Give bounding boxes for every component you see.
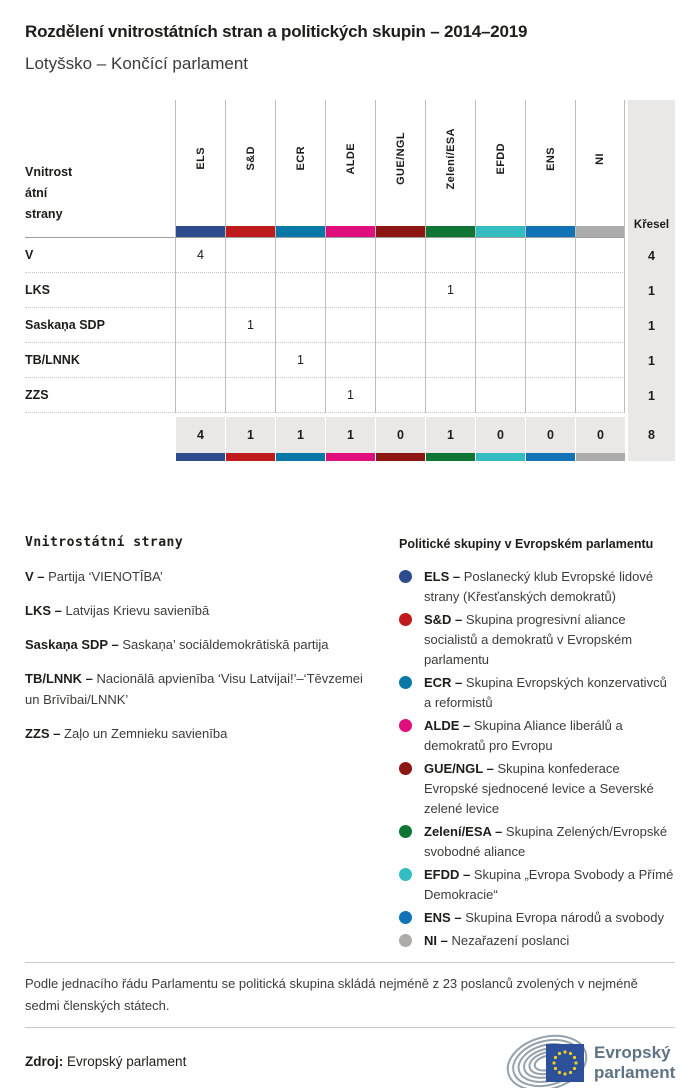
group-text xyxy=(424,908,664,928)
group-name: Skupina „Evropa Svobody a Přímé Demokracie“ xyxy=(424,867,674,902)
column-header-label: NI xyxy=(594,152,606,165)
legend-item-lks xyxy=(25,600,377,621)
cell xyxy=(375,308,425,343)
legend-item-saskana-sdp xyxy=(25,634,377,655)
group-text xyxy=(424,822,675,862)
cell xyxy=(325,273,375,308)
total-cell: 1 xyxy=(225,417,275,453)
group-color-bar xyxy=(275,453,325,461)
cell xyxy=(275,308,325,343)
eu-flag xyxy=(546,1044,584,1082)
cell: 4 xyxy=(175,238,225,273)
column-header-ens xyxy=(525,100,575,238)
total-cell: 0 xyxy=(375,417,425,453)
legend-item-tb-lnnk xyxy=(25,668,377,710)
seats-cell: 1 xyxy=(625,273,675,308)
group-abbr: Zelení/ESA – xyxy=(424,824,503,839)
party-abbr: LKS – xyxy=(25,603,62,618)
seats-cell: 1 xyxy=(625,378,675,413)
cell xyxy=(375,378,425,413)
column-header-guengl xyxy=(375,100,425,238)
row-header-title xyxy=(25,100,175,238)
national-parties-heading: Vnitrostátní strany xyxy=(25,535,184,550)
cell xyxy=(575,308,625,343)
legend-section xyxy=(25,535,675,954)
logo-text-line2: parlament xyxy=(594,1063,675,1082)
cell xyxy=(225,343,275,378)
column-header-label: GUE/NGL xyxy=(394,132,407,185)
group-color-bar xyxy=(426,226,475,237)
group-color-bar xyxy=(376,226,425,237)
seats-cell: 1 xyxy=(625,308,675,343)
party-name: Saskaņa’ sociāldemokrātiskā partija xyxy=(122,637,329,652)
cell xyxy=(175,378,225,413)
column-header-label: ENS xyxy=(544,146,557,171)
legend-item-ens xyxy=(399,908,675,928)
group-abbr: ENS – xyxy=(424,910,462,925)
legend-item-sd xyxy=(399,610,675,670)
total-cell: 0 xyxy=(475,417,525,453)
total-cell: 1 xyxy=(325,417,375,453)
cell xyxy=(425,238,475,273)
cell xyxy=(525,378,575,413)
cell xyxy=(525,343,575,378)
cell xyxy=(275,238,325,273)
group-color-dot xyxy=(399,934,412,947)
group-color-bar xyxy=(276,226,325,237)
cell: 1 xyxy=(325,378,375,413)
legend-item-guengl xyxy=(399,759,675,819)
cell xyxy=(575,273,625,308)
group-name: Skupina Aliance liberálů a demokratů pro Evropu xyxy=(424,718,623,753)
cell xyxy=(175,273,225,308)
cell xyxy=(225,273,275,308)
group-abbr: S&D – xyxy=(424,612,463,627)
group-color-dot xyxy=(399,868,412,881)
group-abbr: NI – xyxy=(424,933,448,948)
cell xyxy=(575,378,625,413)
group-color-bar xyxy=(576,226,624,237)
cell xyxy=(575,238,625,273)
legend-item-alde xyxy=(399,716,675,756)
party-label: V xyxy=(25,238,175,273)
column-header-els xyxy=(175,100,225,238)
cell xyxy=(425,308,475,343)
logo-wordmark xyxy=(594,1043,675,1082)
party-label: TB/LNNK xyxy=(25,343,175,378)
group-color-bar xyxy=(176,226,225,237)
cell xyxy=(375,238,425,273)
column-header-label: EFDD xyxy=(494,142,507,175)
column-header-zeleni-esa xyxy=(425,100,475,238)
group-color-dot xyxy=(399,911,412,924)
group-color-dot xyxy=(399,570,412,583)
cell xyxy=(375,343,425,378)
column-header-alde xyxy=(325,100,375,238)
row-header-line: Vnitrost xyxy=(25,165,73,179)
group-name: Skupina Zelených/Evropské svobodné aliance xyxy=(424,824,668,859)
footer-row xyxy=(25,1034,675,1088)
political-groups-legend xyxy=(399,535,675,954)
column-header-sd xyxy=(225,100,275,238)
cell xyxy=(475,343,525,378)
group-abbr: ECR – xyxy=(424,675,463,690)
group-name: Skupina Evropských konzervativců a reformistů xyxy=(424,675,667,710)
cell xyxy=(175,308,225,343)
source-line xyxy=(25,1054,186,1069)
group-color-bar xyxy=(575,453,625,461)
legend-item-ecr xyxy=(399,673,675,713)
total-cell: 4 xyxy=(175,417,225,453)
cell: 1 xyxy=(425,273,475,308)
group-text xyxy=(424,865,675,905)
group-color-bar xyxy=(526,226,575,237)
group-color-bar xyxy=(425,453,475,461)
cell xyxy=(475,238,525,273)
national-parties-legend xyxy=(25,535,377,954)
group-abbr: ALDE – xyxy=(424,718,471,733)
party-label: ZZS xyxy=(25,378,175,413)
group-name: Skupina progresivní aliance socialistů a demokratů v Evropském parlamentu xyxy=(424,612,633,667)
group-abbr: GUE/NGL – xyxy=(424,761,494,776)
party-abbr: V – xyxy=(25,569,45,584)
cell xyxy=(475,308,525,343)
group-abbr: EFDD – xyxy=(424,867,471,882)
column-header-label: S&D xyxy=(244,146,257,171)
row-header-line: strany xyxy=(25,207,63,221)
cell xyxy=(475,378,525,413)
legend-item-v xyxy=(25,566,377,587)
legend-item-efdd xyxy=(399,865,675,905)
page-subtitle: Lotyšsko – Končící parlament xyxy=(25,54,249,73)
cell: 1 xyxy=(225,308,275,343)
group-color-bar xyxy=(525,453,575,461)
group-color-dot xyxy=(399,719,412,732)
group-color-dot xyxy=(399,762,412,775)
divider xyxy=(25,1027,675,1028)
total-cell: 1 xyxy=(275,417,325,453)
cell xyxy=(525,273,575,308)
total-seats-cell: 8 xyxy=(625,417,675,453)
cell xyxy=(375,273,425,308)
cell xyxy=(225,378,275,413)
group-color-dot xyxy=(399,676,412,689)
group-name: Skupina Evropa národů a svobody xyxy=(465,910,664,925)
column-header-label: ALDE xyxy=(344,142,357,175)
party-abbr: ZZS – xyxy=(25,726,61,741)
legend-item-zeleni-esa xyxy=(399,822,675,862)
cell: 1 xyxy=(275,343,325,378)
cell xyxy=(225,238,275,273)
group-text xyxy=(424,759,675,819)
page xyxy=(0,20,700,1088)
group-color-bar xyxy=(375,453,425,461)
total-cell: 0 xyxy=(525,417,575,453)
party-label: LKS xyxy=(25,273,175,308)
seats-cell: 4 xyxy=(625,238,675,273)
party-abbr: Saskaņa SDP – xyxy=(25,637,119,652)
cell xyxy=(525,238,575,273)
group-text xyxy=(424,610,675,670)
group-color-bar xyxy=(226,226,275,237)
group-text xyxy=(424,716,675,756)
total-cell: 0 xyxy=(575,417,625,453)
legend-item-els xyxy=(399,567,675,607)
group-color-dot xyxy=(399,825,412,838)
seats-column-header: Křesel xyxy=(625,100,675,238)
cell xyxy=(275,378,325,413)
party-name: Partija ‘VIENOTĪBA’ xyxy=(48,569,163,584)
column-header-label: ECR xyxy=(294,146,307,171)
party-name: Latvijas Krievu savienībā xyxy=(65,603,210,618)
column-header-ni xyxy=(575,100,625,238)
legend-item-zzs xyxy=(25,723,377,744)
source-value: Evropský parlament xyxy=(67,1053,187,1069)
column-header-ecr xyxy=(275,100,325,238)
distribution-table xyxy=(25,100,675,461)
spacer xyxy=(25,453,175,461)
group-text xyxy=(424,673,675,713)
group-name: Nezařazení poslanci xyxy=(451,933,570,948)
political-groups-heading: Politické skupiny v Evropském parlamentu xyxy=(399,537,654,551)
party-name: Zaļo un Zemnieku savienība xyxy=(64,726,228,741)
cell xyxy=(275,273,325,308)
cell xyxy=(325,343,375,378)
column-header-efdd xyxy=(475,100,525,238)
page-title: Rozdělení vnitrostátních stran a politických skupin – 2014–2019 xyxy=(25,22,528,41)
european-parliament-logo xyxy=(499,1034,675,1088)
total-cell: 1 xyxy=(425,417,475,453)
totals-row-label xyxy=(25,417,175,453)
group-color-bar xyxy=(475,453,525,461)
group-text xyxy=(424,567,675,607)
cell xyxy=(475,273,525,308)
cell xyxy=(525,308,575,343)
group-color-dot xyxy=(399,613,412,626)
column-header-label: Zelení/ESA xyxy=(444,127,457,190)
group-color-bar xyxy=(326,226,375,237)
group-color-bar xyxy=(175,453,225,461)
row-header-line: átní xyxy=(25,186,48,200)
source-label: Zdroj: xyxy=(25,1053,64,1069)
group-abbr: ELS – xyxy=(424,569,461,584)
group-name: Skupina konfederace Evropské sjednocené levice a Severské zelené levice xyxy=(424,761,654,816)
cell xyxy=(325,308,375,343)
party-name: Nacionālā apvienība ‘Visu Latvijai!’–‘Tēvzemei un Brīvībai/LNNK’ xyxy=(25,671,363,707)
divider xyxy=(25,962,675,963)
legend-item-ni xyxy=(399,931,675,951)
seats-cell: 1 xyxy=(625,343,675,378)
footnote: Podle jednacího řádu Parlamentu se politická skupina skládá nejméně z 23 poslanců zvolených v nejméně sedmi členských státech. xyxy=(25,976,638,1013)
party-label: Saskaņa SDP xyxy=(25,308,175,343)
group-color-bar xyxy=(225,453,275,461)
cell xyxy=(425,343,475,378)
logo-text-line1: Evropský xyxy=(594,1043,671,1062)
group-text xyxy=(424,931,569,951)
cell xyxy=(175,343,225,378)
column-header-label: ELS xyxy=(194,147,207,170)
party-abbr: TB/LNNK – xyxy=(25,671,93,686)
group-color-bar xyxy=(476,226,525,237)
group-name: Poslanecký klub Evropské lidové strany (Křesťanských demokratů) xyxy=(424,569,654,604)
cell xyxy=(575,343,625,378)
cell xyxy=(325,238,375,273)
group-color-bar xyxy=(325,453,375,461)
spacer xyxy=(625,453,675,461)
cell xyxy=(425,378,475,413)
